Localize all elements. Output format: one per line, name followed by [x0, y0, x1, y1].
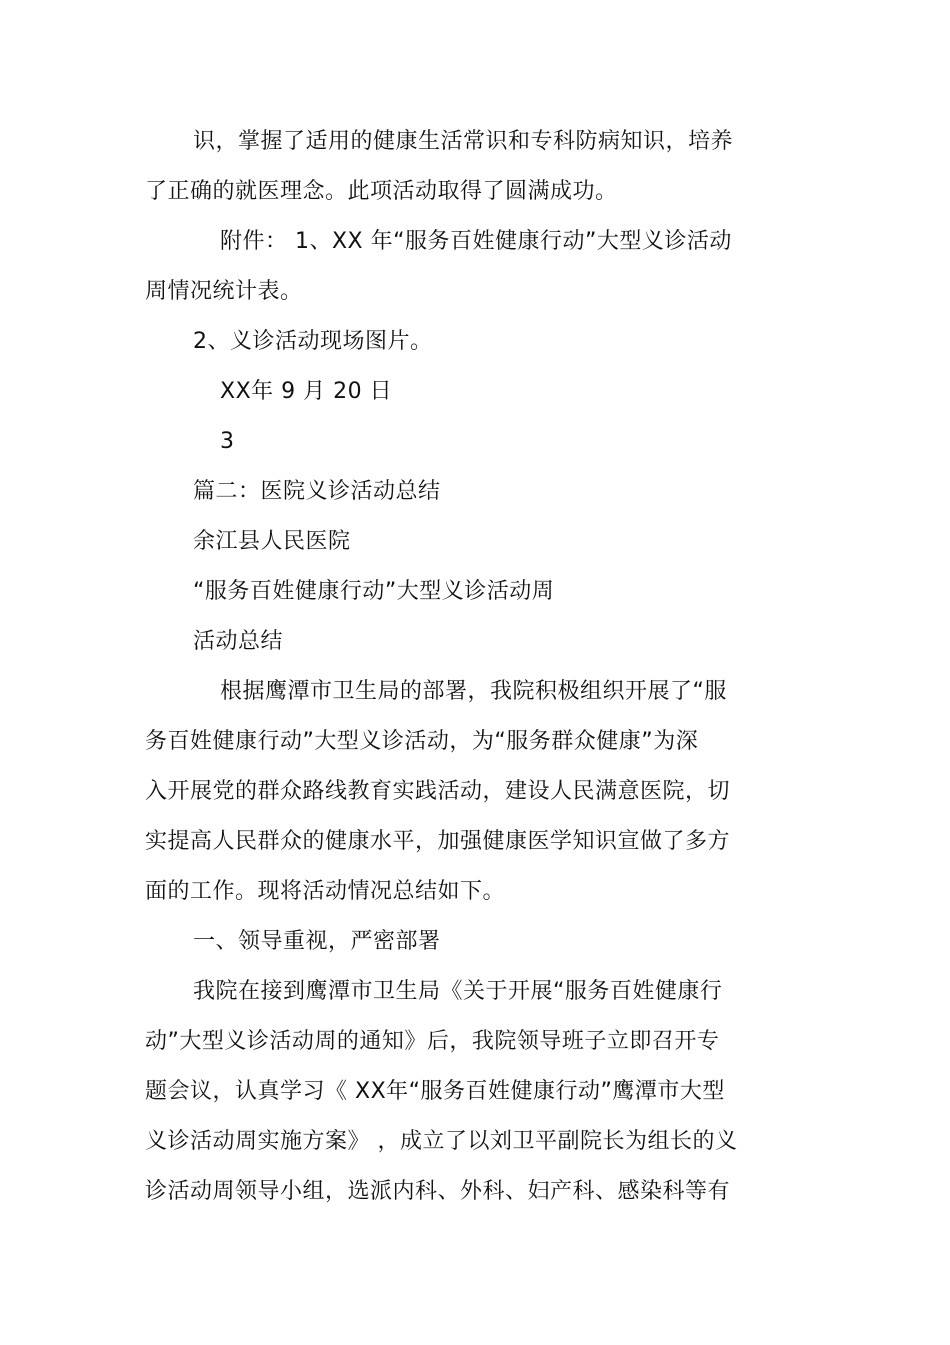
text-line: 务百姓健康行动”大型义诊活动，为“服务群众健康”为深 [145, 729, 699, 754]
attachment-line: 2、义诊活动现场图片。 [193, 329, 433, 354]
text-line: 面的工作。现将活动情况总结如下。 [145, 879, 506, 904]
subsection-heading: 一、领导重视，严密部署 [193, 929, 441, 954]
text-line: 入开展党的群众路线教育实践活动，建设人民满意医院，切 [145, 779, 731, 804]
hospital-name: 余江县人民医院 [193, 529, 351, 554]
date-line: XX年 9 月 20 日 [220, 379, 393, 404]
text-line: 动”大型义诊活动周的通知》后，我院领导班子立即召开专 [145, 1029, 720, 1054]
text-line: 实提高人民群众的健康水平，加强健康医学知识宣做了多方 [145, 829, 731, 854]
attachment-line: 附件： 1、XX 年“服务百姓健康行动”大型义诊活动 [220, 229, 732, 254]
text-line: 我院在接到鹰潭市卫生局《关于开展“服务百姓健康行 [193, 979, 723, 1004]
summary-title: 活动总结 [193, 629, 284, 654]
page-number: 3 [220, 429, 235, 454]
text-line: 根据鹰潭市卫生局的部署，我院积极组织开展了“服 [220, 679, 727, 704]
text-line: 题会议，认真学习《 XX年“服务百姓健康行动”鹰潭市大型 [145, 1079, 725, 1104]
text-line: 识，掌握了适用的健康生活常识和专科防病知识，培养 [193, 129, 734, 154]
text-line: 周情况统计表。 [145, 279, 303, 304]
section-heading: 篇二：医院义诊活动总结 [193, 479, 441, 504]
text-line: 诊活动周领导小组，选派内科、外科、妇产科、感染科等有 [145, 1179, 731, 1204]
event-title: “服务百姓健康行动”大型义诊活动周 [193, 579, 555, 604]
text-line: 了正确的就医理念。此项活动取得了圆满成功。 [145, 179, 618, 204]
text-line: 义诊活动周实施方案》 ，成立了以刘卫平副院长为组长的义 [145, 1129, 738, 1154]
